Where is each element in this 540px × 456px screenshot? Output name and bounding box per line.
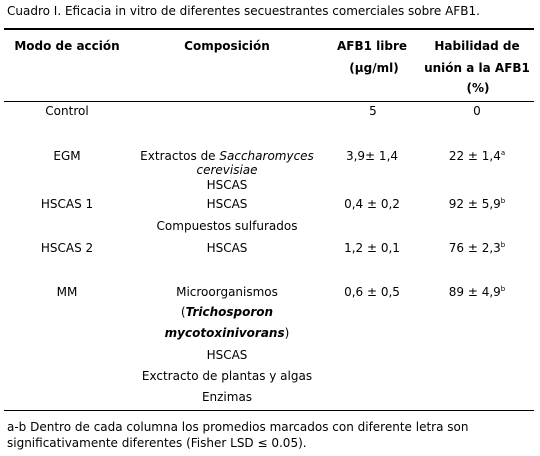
row-mm-composicion-1: Microorganismos xyxy=(176,285,278,299)
header-afb1-unit: (µg/ml) xyxy=(349,61,399,75)
row-egm-habilidad: 22 ± 1,4$^a$ xyxy=(448,149,506,163)
footnote-line-2: significativamente diferentes (Fisher LSD ≤ 0.05). xyxy=(7,436,307,450)
row-egm-composicion-3: HSCAS xyxy=(206,178,248,192)
table-caption: Cuadro I. Eficacia in vitro de diferentes secuestrantes comerciales sobre AFB1. xyxy=(7,4,480,18)
row-mm-afb1: 0,6 ± 0,5 xyxy=(344,285,400,299)
header-modo: Modo de acción xyxy=(14,39,120,53)
row-egm-composicion-2: cerevisiae xyxy=(196,163,258,177)
row-hscas1-composicion-1: HSCAS xyxy=(206,197,248,211)
row-hscas1-afb1: 0,4 ± 0,2 xyxy=(344,197,400,211)
row-egm-afb1: 3,9± 1,4 xyxy=(345,149,399,163)
row-mm-composicion-3: mycotoxinivorans) xyxy=(164,326,290,340)
row-mm-modo: MM xyxy=(56,285,78,299)
row-hscas2-afb1: 1,2 ± 0,1 xyxy=(344,241,400,255)
row-hscas1-habilidad: 92 ± 5,9$^b$ xyxy=(448,197,506,211)
top-rule xyxy=(4,28,534,30)
header-habilidad-unit: (%) xyxy=(466,81,490,95)
row-mm-composicion-4: HSCAS xyxy=(206,348,248,362)
bottom-rule xyxy=(4,410,534,411)
row-mm-composicion-2: (Trichosporon xyxy=(180,305,274,319)
row-hscas2-habilidad: 76 ± 2,3$^b$ xyxy=(448,241,506,255)
row-control-afb1: 5 xyxy=(369,104,377,118)
row-mm-habilidad: 89 ± 4,9$^b$ xyxy=(448,285,506,299)
row-mm-composicion-5: Exctracto de plantas y algas xyxy=(141,369,313,383)
header-habilidad-line2: unión a la AFB1 xyxy=(424,61,530,75)
row-control-modo: Control xyxy=(45,104,89,118)
row-egm-modo: EGM xyxy=(53,149,81,163)
row-egm-composicion-1: Extractos de Saccharomyces xyxy=(140,149,314,163)
footnote-line-1: a-b Dentro de cada columna los promedios marcados con diferente letra son xyxy=(7,420,469,434)
row-hscas2-modo: HSCAS 2 xyxy=(40,241,94,255)
row-hscas1-composicion-2: Compuestos sulfurados xyxy=(156,219,298,233)
row-hscas1-modo: HSCAS 1 xyxy=(40,197,94,211)
header-composicion: Composición xyxy=(184,39,270,53)
row-hscas2-composicion-1: HSCAS xyxy=(206,241,248,255)
row-control-habilidad: 0 xyxy=(473,104,481,118)
header-habilidad: Habilidad de xyxy=(434,39,520,53)
header-rule xyxy=(4,101,534,102)
header-afb1: AFB1 libre xyxy=(336,39,408,53)
row-mm-composicion-6: Enzimas xyxy=(201,390,253,404)
